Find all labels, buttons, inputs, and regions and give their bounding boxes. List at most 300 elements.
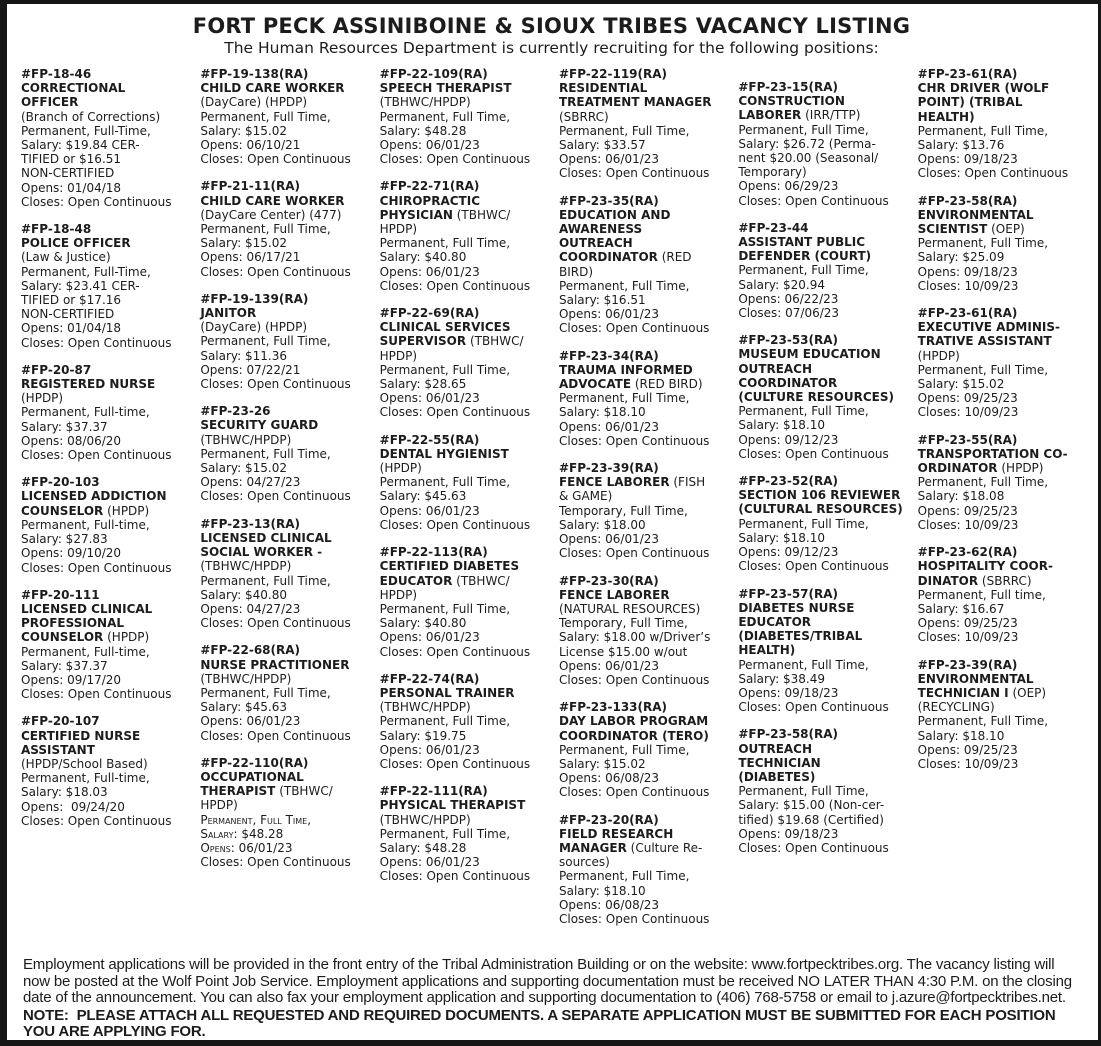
job-line: SECTION 106 REVIEWER [738, 488, 901, 503]
job-line: Opens: 06/01/23 [558, 152, 660, 167]
job-listing [559, 67, 723, 181]
job-line: License $15.00 w/out [558, 644, 688, 659]
job-line: Opens: 09/18/23 [917, 152, 1018, 167]
job-line: Permanent, Full Time, [738, 784, 869, 799]
job-line: #FP-23-133(RA) [558, 700, 668, 715]
job-line: #FP-22-110(RA) [200, 755, 309, 770]
job-line: OCCUPATIONAL [200, 769, 304, 784]
job-listing [559, 700, 723, 799]
job-line: Opens: 06/01/23 [200, 714, 301, 729]
job-line: Opens: 09/25/23 [917, 503, 1018, 518]
job-line: Closes: Open Continuous [558, 321, 710, 336]
job-line: Opens: 06/08/23 [558, 771, 660, 786]
job-listing [21, 588, 185, 702]
job-line: Permanent, Full-time, [21, 644, 150, 659]
job-line: Closes: 10/09/23 [917, 517, 1019, 532]
job-line: Permanent, Full Time, [200, 812, 312, 827]
job-line: #FP-23-55(RA) [917, 432, 1018, 447]
job-line: Permanent, Full Time, [379, 826, 511, 841]
job-line: OUTREACH [738, 361, 813, 376]
job-listing [21, 363, 185, 462]
job-line: (TBHWC/HPDP) [200, 671, 292, 686]
job-line: Closes: Open Continuous [21, 194, 172, 209]
job-listing [738, 587, 902, 715]
job-line: Closes: Open Continuous [200, 728, 351, 743]
job-line: NON-CERTIFIED [21, 166, 115, 181]
job-line: CHR DRIVER (WOLF [917, 81, 1050, 96]
job-listing [380, 672, 544, 771]
job-line: ENVIRONMENTAL [917, 207, 1034, 222]
job-line: Opens: 06/01/23 [200, 840, 293, 855]
job-line: #FP-23-39(RA) [917, 657, 1018, 672]
job-line: #FP-23-35(RA) [558, 193, 659, 208]
job-line: #FP-23-58(RA) [917, 193, 1018, 208]
job-line: Permanent, Full Time, [738, 516, 869, 531]
job-line: TECHNICIAN [738, 755, 821, 770]
job-listing [380, 433, 544, 532]
job-line: Opens: 06/17/21 [200, 250, 301, 265]
job-line: EDUCATOR [738, 614, 812, 629]
job-line: Salary: $15.02 [200, 236, 287, 251]
job-line: Permanent, Full Time, [200, 222, 331, 237]
job-line: Salary: $18.10 [738, 530, 825, 545]
job-line: Permanent, Full Time, [200, 573, 331, 588]
job-listing [918, 194, 1082, 293]
job-line: Closes: Open Continuous [200, 377, 351, 392]
job-line: Permanent, Full Time, [917, 714, 1049, 729]
job-line: #FP-19-138(RA) [200, 67, 309, 81]
job-listing [559, 349, 723, 448]
job-line: Salary: $18.10 [558, 883, 646, 898]
job-line: Permanent, Full Time, [917, 362, 1049, 377]
job-listing [918, 306, 1082, 420]
job-line: Opens: 06/01/23 [379, 138, 480, 153]
job-line: Permanent, Full Time, [738, 404, 869, 419]
job-line: AWARENESS [558, 222, 643, 237]
job-line: SECURITY GUARD [200, 418, 319, 433]
job-line: (TBHWC/HPDP) [200, 559, 292, 574]
job-line: Temporary) [738, 165, 807, 180]
job-line: Permanent, Full Time, [379, 714, 511, 729]
job-line: Salary: $40.80 [200, 587, 287, 602]
job-line: Closes: Open Continuous [558, 672, 710, 687]
job-line: Salary: $18.10 [738, 418, 825, 433]
job-line: Salary: $23.41 CER- [21, 278, 140, 293]
job-listing [200, 404, 364, 503]
job-line: PERSONAL TRAINER [379, 685, 515, 700]
job-line: Closes: Open Continuous [379, 644, 531, 659]
job-line: Permanent, Full Time, [738, 122, 869, 137]
job-line: (DIABETES/TRIBAL [738, 629, 863, 644]
job-line: #FP-23-26 [200, 404, 271, 419]
job-line: PHYSICAL THERAPIST [379, 798, 526, 813]
job-line: #FP-22-68(RA) [200, 643, 301, 658]
job-line: (Branch of Corrections) [21, 109, 161, 124]
job-line: Opens: 06/10/21 [200, 138, 301, 153]
job-line: (TBHWC/HPDP) [379, 700, 471, 715]
job-line: OUTREACH [738, 741, 813, 756]
job-line: CLINICAL SERVICES [379, 320, 511, 335]
job-line: Closes: Open Continuous [379, 756, 531, 771]
job-line: CHILD CARE WORKER [200, 193, 345, 208]
job-line: Salary: $37.37 [21, 658, 108, 673]
job-line: Closes: Open Continuous [738, 559, 889, 574]
job-line: Salary: $18.00 [558, 517, 646, 532]
job-line: (DayCare) (HPDP) [200, 320, 308, 335]
job-line: Opens: 06/29/23 [738, 179, 839, 194]
job-line: Closes: Open Continuous [558, 911, 710, 926]
job-line: Permanent, Full-Time, [21, 123, 151, 138]
job-line: Salary: $15.00 (Non-cer- [738, 798, 885, 813]
job-line: #FP-23-34(RA) [558, 348, 659, 363]
job-line: Closes: Open Continuous [558, 166, 710, 181]
job-line: #FP-23-44 [738, 220, 809, 235]
job-line: Opens: 06/01/23 [558, 658, 660, 673]
job-line: Closes: Open Continuous [200, 616, 351, 631]
job-line: HOSPITALITY COOR- [917, 559, 1053, 574]
job-line: EXECUTIVE ADMINIS- [917, 320, 1060, 335]
job-listing [918, 545, 1082, 644]
job-line: Closes: Open Continuous [379, 405, 531, 420]
job-line: Closes: Open Continuous [379, 152, 531, 167]
job-line: #FP-22-74(RA) [379, 671, 480, 686]
job-line: Permanent, Full Time, [200, 685, 331, 700]
job-line: #FP-22-111(RA) [379, 784, 488, 799]
job-line: HPDP) [200, 798, 238, 813]
job-listing [200, 292, 364, 391]
job-listing [559, 461, 723, 560]
job-line: ASSISTANT PUBLIC [738, 235, 866, 250]
job-line: Opens: 06/01/23 [558, 307, 660, 322]
job-line: POINT) (TRIBAL [917, 95, 1023, 110]
job-listing [918, 67, 1082, 181]
job-listing [200, 67, 364, 166]
job-line: TECHNICIAN I (OEP) [917, 685, 1047, 700]
job-line: BIRD) [558, 264, 594, 279]
job-line: tified) $19.68 (Certified) [738, 812, 884, 827]
job-line: Salary: $18.08 [917, 489, 1005, 504]
job-line: RESIDENTIAL [558, 81, 648, 96]
job-line: Salary: $20.94 [738, 277, 825, 292]
job-line: (DIABETES) [738, 769, 816, 784]
job-line: #FP-22-71(RA) [379, 179, 480, 194]
job-line: Permanent, Full Time, [379, 601, 511, 616]
job-line: Permanent, Full Time, [738, 263, 869, 278]
job-line: Opens: 09/25/23 [917, 742, 1018, 757]
job-line: Opens: 09/25/23 [917, 616, 1018, 631]
job-line: Closes: Open Continuous [379, 517, 531, 532]
job-line: TIFIED or $16.51 [21, 152, 122, 167]
job-line: Closes: Open Continuous [738, 193, 889, 208]
job-listing [738, 333, 902, 461]
job-line: Salary: $16.51 [558, 293, 646, 308]
job-line: Permanent, Full Time, [200, 446, 331, 461]
job-line: (HPDP/School Based) [21, 756, 148, 771]
job-listing [200, 179, 364, 278]
job-line: Opens: 08/06/20 [21, 433, 122, 448]
job-line: Salary: $48.28 [379, 840, 467, 855]
job-line: Opens: 09/18/23 [738, 826, 839, 841]
job-line: Permanent, Full-time, [21, 517, 150, 532]
job-line: #FP-23-53(RA) [738, 333, 839, 348]
job-listing [559, 194, 723, 336]
job-line: #FP-20-103 [21, 475, 100, 490]
job-line: CERTIFIED DIABETES [379, 559, 520, 574]
job-listing [21, 714, 185, 828]
job-line: Salary: $40.80 [379, 250, 467, 265]
job-line: #FP-23-20(RA) [558, 812, 659, 827]
job-line: TRANSPORTATION CO- [917, 446, 1068, 461]
job-line: Permanent, Full Time, [558, 869, 690, 884]
job-columns [21, 67, 1082, 939]
job-line: Opens: 06/01/23 [379, 742, 480, 757]
job-line: Temporary, Full Time, [558, 616, 688, 631]
job-line: Closes: Open Continuous [379, 869, 531, 884]
job-line: Salary: $45.63 [200, 700, 287, 715]
job-line: Closes: Open Continuous [21, 335, 172, 350]
job-line: Permanent, Full time, [917, 587, 1046, 602]
job-line: (TBHWC/HPDP) [379, 95, 471, 110]
job-line: Closes: Open Continuous [21, 448, 172, 463]
job-line: FENCE LABORER [558, 587, 670, 602]
job-line: PHYSICIAN (TBHWC/ [379, 207, 511, 222]
job-line: Closes: Open Continuous [21, 560, 172, 575]
job-line: Salary: $18.03 [21, 785, 108, 800]
job-line: #FP-23-13(RA) [200, 516, 301, 531]
job-line: COORDINATOR (TERO) [558, 728, 709, 743]
job-line: MANAGER (Culture Re- [558, 840, 703, 855]
job-line: Closes: Open Continuous [558, 785, 710, 800]
job-line: Salary: $11.36 [200, 348, 287, 363]
job-line: COORDINATOR [738, 375, 838, 390]
job-line: Salary: $18.00 w/Driver’s [558, 630, 711, 645]
job-line: Closes: Open Continuous [200, 855, 351, 870]
job-line: EDUCATOR (TBHWC/ [379, 573, 510, 588]
job-line: #FP-23-52(RA) [738, 474, 839, 489]
job-line: #FP-18-46 [21, 67, 92, 81]
job-line: #FP-23-62(RA) [917, 545, 1018, 560]
job-line: (DayCare Center) (477) [200, 207, 342, 222]
job-line: LICENSED CLINICAL [200, 530, 332, 545]
job-line: Opens: 06/01/23 [379, 264, 480, 279]
job-line: Permanent, Full-time, [21, 771, 150, 786]
job-line: Opens: 01/04/18 [21, 180, 122, 195]
job-line: Opens: 06/01/23 [379, 391, 480, 406]
job-line: Salary: $27.83 [21, 532, 108, 547]
job-listing [559, 813, 723, 927]
job-line: Permanent, Full Time, [917, 475, 1049, 490]
job-line: (Law & Justice) [21, 250, 111, 265]
job-line: TREATMENT MANAGER [558, 95, 712, 110]
job-line: (CULTURE RESOURCES) [738, 390, 894, 405]
job-line: Salary: $26.72 (Perma- [738, 136, 876, 151]
job-line: Closes: Open Continuous [738, 446, 889, 461]
job-line: #FP-23-39(RA) [558, 461, 659, 476]
job-line: DENTAL HYGIENIST [379, 446, 509, 461]
job-line: Salary: $25.09 [917, 250, 1005, 265]
job-line: Closes: 07/06/23 [738, 306, 840, 321]
job-line: Closes: Open Continuous [379, 278, 531, 293]
job-line: Closes: Open Continuous [200, 264, 351, 279]
job-line: #FP-18-48 [21, 222, 92, 237]
job-column-2 [200, 67, 364, 882]
job-line: TRAUMA INFORMED [558, 362, 693, 377]
job-line: Closes: Open Continuous [21, 687, 172, 702]
job-line: Permanent, Full Time, [200, 334, 331, 349]
job-line: Salary: $18.10 [917, 728, 1005, 743]
job-line: #FP-23-61(RA) [917, 306, 1018, 321]
job-line: DEFENDER (COURT) [738, 249, 872, 264]
job-line: nent $20.00 (Seasonal/ [738, 151, 879, 166]
job-line: Closes: 10/09/23 [917, 630, 1019, 645]
job-line: EDUCATION AND [558, 207, 671, 222]
job-line: Opens: 06/01/23 [558, 419, 660, 434]
job-line: Opens: 06/01/23 [379, 855, 480, 870]
job-line: Opens: 04/27/23 [200, 475, 301, 490]
job-line: Permanent, Full Time, [558, 278, 690, 293]
job-line: #FP-23-58(RA) [738, 727, 839, 742]
job-line: REGISTERED NURSE [21, 377, 156, 392]
job-column-3 [380, 67, 544, 897]
job-line: Salary: $38.49 [738, 671, 825, 686]
job-line: COORDINATOR (RED [558, 250, 692, 265]
job-listing [21, 222, 185, 350]
job-listing [200, 643, 364, 742]
job-line: (SBRRC) [558, 109, 609, 124]
job-line: Permanent, Full Time, [558, 391, 690, 406]
job-line: Opens: 09/17/20 [21, 672, 122, 687]
job-line: Opens: 09/12/23 [738, 432, 839, 447]
job-listing [559, 574, 723, 688]
job-line: Salary: $33.57 [558, 138, 646, 153]
job-line: (HPDP) [379, 461, 422, 476]
job-listing [21, 67, 185, 209]
job-line: SPEECH THERAPIST [379, 81, 512, 96]
job-line: NON-CERTIFIED [21, 307, 115, 322]
footer [21, 957, 1082, 1041]
job-line: #FP-22-109(RA) [379, 67, 488, 81]
job-line: Salary: $15.02 [917, 377, 1005, 392]
job-line: Opens: 06/08/23 [558, 897, 660, 912]
job-line: Closes: 10/09/23 [917, 278, 1019, 293]
job-line: SUPERVISOR (TBHWC/ [379, 334, 524, 349]
job-line: DAY LABOR PROGRAM [558, 714, 709, 729]
job-line: Salary: $48.28 [200, 826, 284, 841]
footer-paragraph: Employment applications will be provided in the front entry of the Tribal Administration Building or on the website: www.fortpecktribes.org. The vacancy listing will now be posted at the Wolf Point Job Service. Employment applications and supporting documentation must be received NO LATER THAN 4:30 P.M. on the closing date of the announcement. You can also fax your employment application and supporting documentation to (406) 768-5758 or email to j.azure@fortpecktribes.net. [23, 956, 1072, 1007]
job-line: FIELD RESEARCH [558, 826, 674, 841]
job-line: Opens: 09/18/23 [917, 264, 1018, 279]
job-line: CONSTRUCTION [738, 94, 845, 109]
job-line: Opens: 09/18/23 [738, 685, 839, 700]
job-line: #FP-22-119(RA) [558, 67, 668, 81]
job-line: OUTREACH [558, 236, 633, 251]
job-line: LICENSED ADDICTION [21, 489, 167, 504]
job-line: Opens: 04/27/23 [200, 601, 301, 616]
job-line: Permanent, Full Time, [379, 109, 511, 124]
job-line: Salary: $28.65 [379, 377, 467, 392]
job-line: & GAME) [558, 489, 613, 504]
job-column-5 [738, 67, 902, 868]
job-line: Permanent, Full Time, [379, 475, 511, 490]
job-line: CHILD CARE WORKER [200, 81, 345, 96]
job-line: Opens: 07/22/21 [200, 362, 301, 377]
job-listing [380, 784, 544, 883]
job-line: (RECYCLING) [917, 700, 995, 715]
job-line: Salary: $40.80 [379, 616, 467, 631]
job-line: (HPDP) [21, 391, 64, 406]
job-line: Salary: $45.63 [379, 489, 467, 504]
job-line: Closes: 10/09/23 [917, 405, 1019, 420]
job-line: Temporary, Full Time, [558, 503, 688, 518]
job-line: Salary: $19.75 [379, 728, 467, 743]
job-line: (NATURAL RESOURCES) [558, 601, 701, 616]
job-listing [380, 545, 544, 659]
job-line: Permanent, Full Time, [558, 123, 690, 138]
job-line: Closes: 10/09/23 [917, 756, 1019, 771]
job-line: Closes: Open Continuous [21, 813, 172, 828]
job-line: NURSE PRACTITIONER [200, 657, 350, 672]
job-line: #FP-21-11(RA) [200, 179, 301, 194]
job-line: Permanent, Full-Time, [21, 264, 151, 279]
job-line: Permanent, Full Time, [558, 742, 690, 757]
job-line: Salary: $13.76 [917, 138, 1005, 153]
job-line: Closes: Open Continuous [558, 433, 710, 448]
job-line: JANITOR [200, 306, 257, 321]
job-column-4 [559, 67, 723, 939]
job-listing [918, 658, 1082, 772]
job-line: #FP-23-61(RA) [917, 67, 1018, 81]
job-line: ENVIRONMENTAL [917, 671, 1034, 686]
job-listing [21, 475, 185, 574]
job-listing [738, 474, 902, 573]
job-line: LABORER (IRR/TTP) [738, 108, 861, 123]
job-line: Permanent, Full Time, [738, 657, 869, 672]
job-line: ORDINATOR (HPDP) [917, 461, 1044, 476]
job-line: ASSISTANT [21, 742, 95, 757]
job-line: #FP-23-15(RA) [738, 80, 839, 94]
job-line: #FP-22-113(RA) [379, 545, 488, 560]
job-column-1 [21, 67, 185, 841]
job-line: LICENSED CLINICAL [21, 601, 153, 616]
job-line: Opens: 06/22/23 [738, 291, 839, 306]
job-line: Closes: Open Continuous [200, 489, 351, 504]
job-line: Salary: $16.67 [917, 601, 1005, 616]
job-line: Closes: Open Continuous [738, 700, 889, 715]
job-line: (HPDP) [917, 348, 960, 363]
job-line: DIABETES NURSE [738, 600, 855, 615]
job-line: CERTIFIED NURSE [21, 728, 141, 743]
job-line: THERAPIST (TBHWC/ [200, 784, 333, 799]
job-line: CHIROPRACTIC [379, 193, 480, 208]
job-line: #FP-20-107 [21, 714, 100, 729]
job-line: Salary: $48.28 [379, 123, 467, 138]
job-line: #FP-19-139(RA) [200, 291, 309, 306]
job-line: COUNSELOR (HPDP) [21, 630, 150, 645]
job-line: DINATOR (SBRRC) [917, 573, 1032, 588]
job-listing [918, 433, 1082, 532]
job-line: SCIENTIST (OEP) [917, 222, 1025, 237]
job-line: Permanent, Full Time, [379, 362, 511, 377]
job-line: Salary: $19.84 CER- [21, 138, 140, 153]
job-line: Salary: $15.02 [200, 461, 287, 476]
job-line: Salary: $15.02 [558, 756, 646, 771]
footer-note: NOTE: PLEASE ATTACH ALL REQUESTED AND REQUIRED DOCUMENTS. A SEPARATE APPLICATION MUST BE SUBMITTED FOR EACH POSITION YOU ARE APPLYING FOR. [23, 1006, 1056, 1041]
job-line: MUSEUM EDUCATION [738, 347, 881, 362]
job-line: COUNSELOR (HPDP) [21, 503, 150, 518]
job-line: sources) [558, 855, 610, 870]
job-line: HPDP) [379, 587, 418, 602]
job-line: TIFIED or $17.16 [21, 293, 122, 308]
